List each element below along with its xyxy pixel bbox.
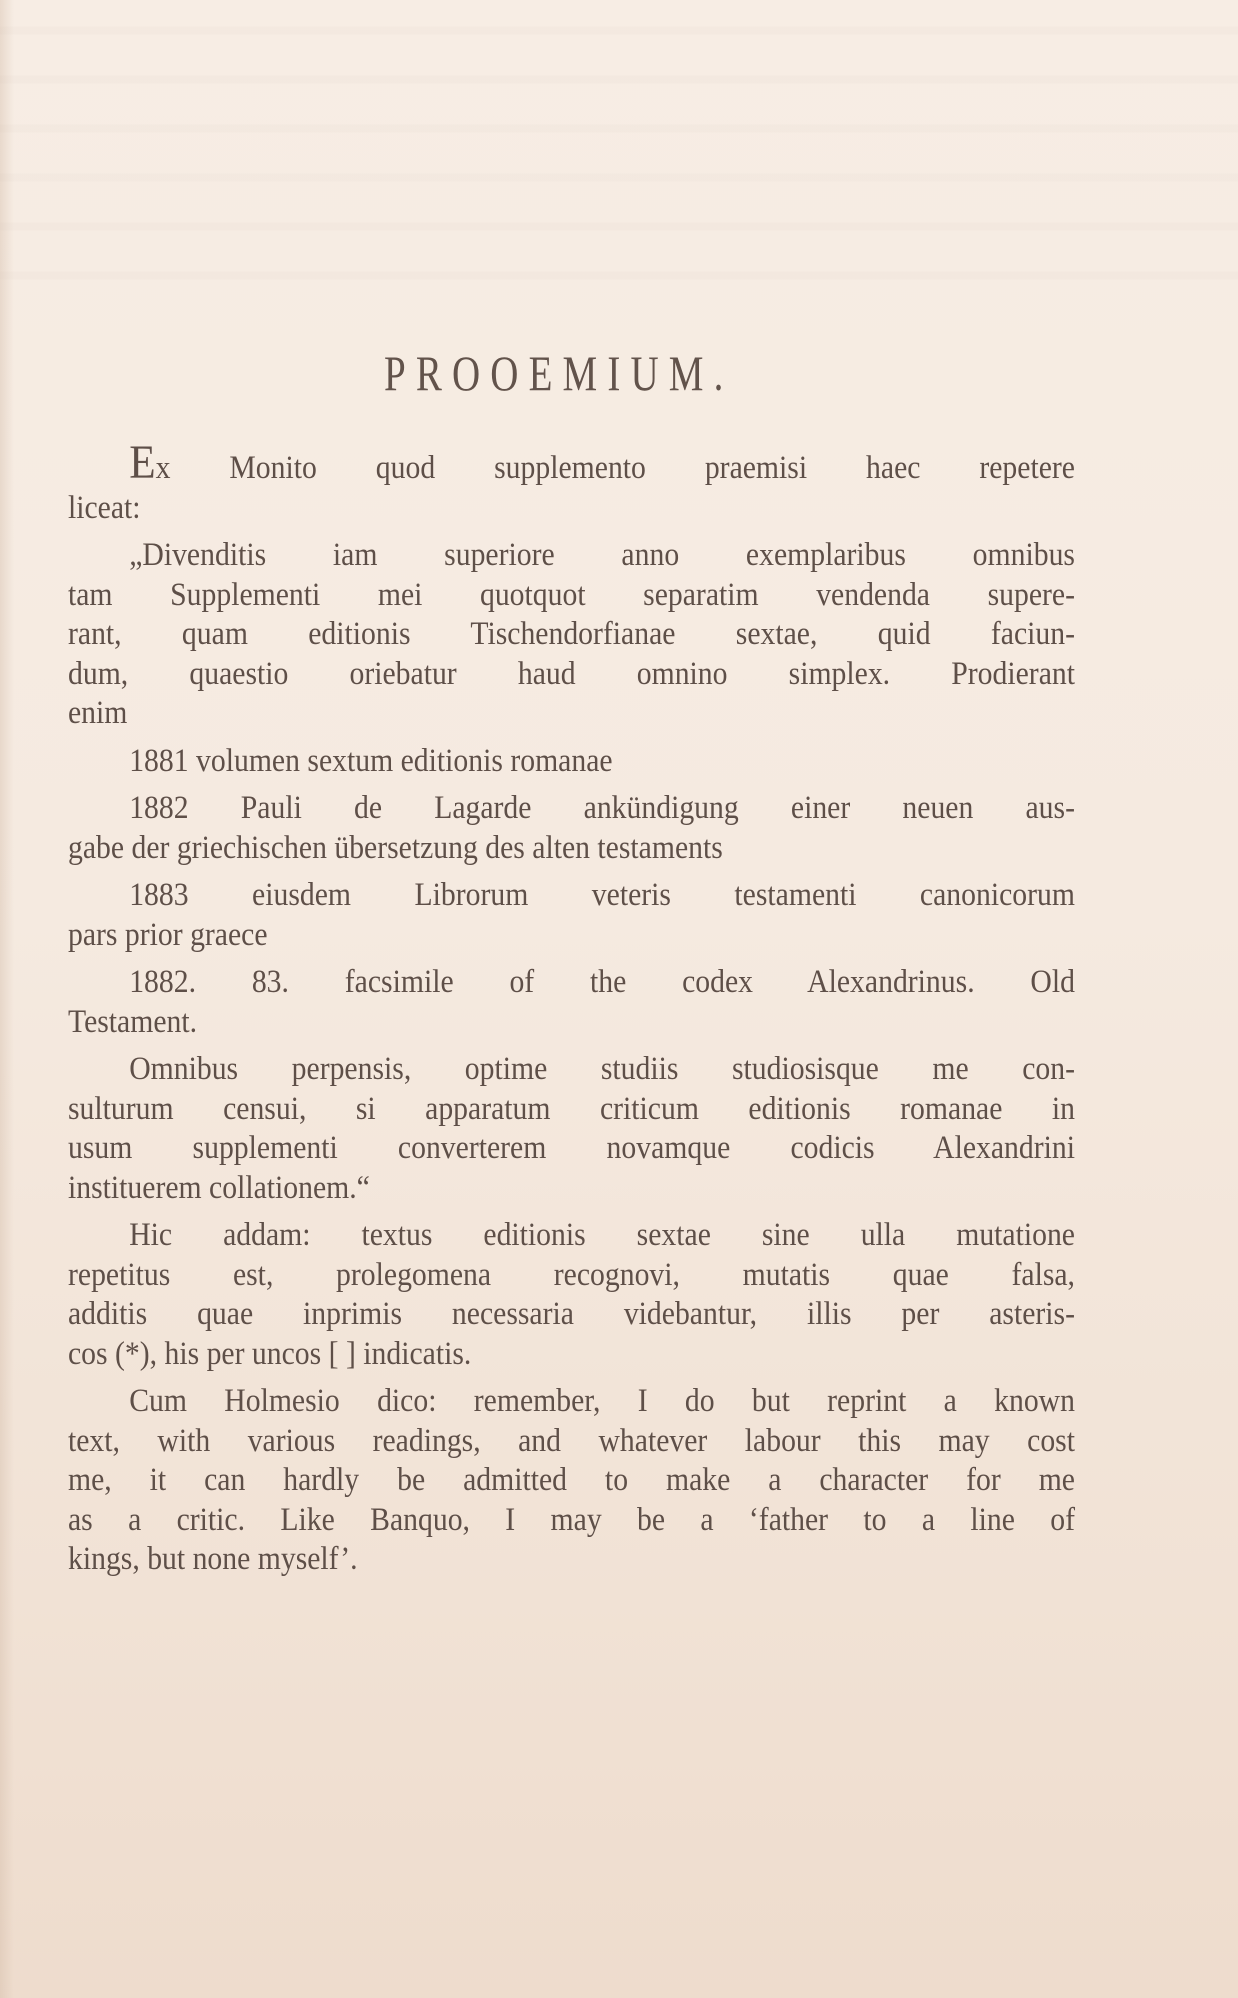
text-line: tam Supplementi mei quotquot separatim vendenda supere- bbox=[68, 576, 1075, 613]
text-line: Hic addam: textus editionis sextae sine ulla mutatione bbox=[129, 1217, 1075, 1253]
text-line: additis quae inprimis necessaria videbantur, illis per asteris- bbox=[68, 1296, 1075, 1332]
text-line: sulturum censui, si apparatum criticum editionis romanae in bbox=[68, 1090, 1075, 1127]
text-line: dum, quaestio oriebatur haud omnino simplex. Prodierant bbox=[68, 655, 1075, 692]
body-text bbox=[68, 436, 1076, 1588]
text-line: as a critic. Like Banquo, I may be a ‘father to a line of bbox=[68, 1501, 1075, 1538]
text-line: 1882 Pauli de Lagarde ankündigung einer neuen aus- bbox=[129, 790, 1075, 826]
text-line: text, with various readings, and whatever labour this may cost bbox=[68, 1422, 1075, 1459]
drop-cap: E bbox=[129, 436, 156, 489]
text-line: enim bbox=[68, 695, 128, 731]
paragraph-holmesio bbox=[68, 1382, 1076, 1580]
text-line: Ex Monito quod supplemento praemisi haec repetere bbox=[129, 436, 1075, 489]
list-entry-1882 bbox=[68, 789, 1076, 868]
text-line: 1882. 83. facsimile of the codex Alexandrinus. Old bbox=[129, 964, 1075, 1000]
paragraph-quote-opening bbox=[68, 536, 1076, 734]
text-line: pars prior graece bbox=[68, 916, 268, 953]
text-line: repetitus est, prolegomena recognovi, mutatis quae falsa, bbox=[68, 1256, 1075, 1293]
text-line: gabe der griechischen übersetzung des alten testaments bbox=[68, 829, 723, 866]
text-line: kings, but none myself’. bbox=[68, 1541, 358, 1577]
paragraph-omnibus bbox=[68, 1050, 1076, 1208]
page-edge-shadow bbox=[0, 0, 14, 1998]
text-line: Omnibus perpensis, optime studiis studiosisque me con- bbox=[129, 1051, 1075, 1087]
text-line: liceat: bbox=[68, 489, 141, 526]
list-entry-1881 bbox=[68, 742, 1076, 782]
text-line: „Divenditis iam superiore anno exemplaribus omnibus bbox=[129, 537, 1075, 573]
text-line: cos (*), his per uncos [ ] indicatis. bbox=[68, 1335, 472, 1372]
list-entry-1883 bbox=[68, 876, 1076, 955]
paragraph-intro bbox=[68, 436, 1076, 528]
page-title: PROOEMIUM. bbox=[384, 345, 734, 401]
text-line: rant, quam editionis Tischendorfianae sextae, quid faciun- bbox=[68, 616, 1075, 652]
text-line: instituerem collationem.“ bbox=[68, 1169, 370, 1206]
list-entry-1882-83 bbox=[68, 963, 1076, 1042]
paragraph-hic-addam bbox=[68, 1216, 1076, 1374]
text-line: usum supplementi converterem novamque codicis Alexandrini bbox=[68, 1130, 1075, 1166]
text-line: 1881 volumen sextum editionis romanae bbox=[129, 742, 613, 779]
text-line: 1883 eiusdem Librorum veteris testamenti canonicorum bbox=[129, 877, 1075, 913]
show-through-bleed bbox=[0, 0, 1238, 320]
text-line: me, it can hardly be admitted to make a character for me bbox=[68, 1462, 1075, 1498]
text-line: Cum Holmesio dico: remember, I do but reprint a known bbox=[129, 1383, 1075, 1419]
text-line: Testament. bbox=[68, 1003, 198, 1040]
